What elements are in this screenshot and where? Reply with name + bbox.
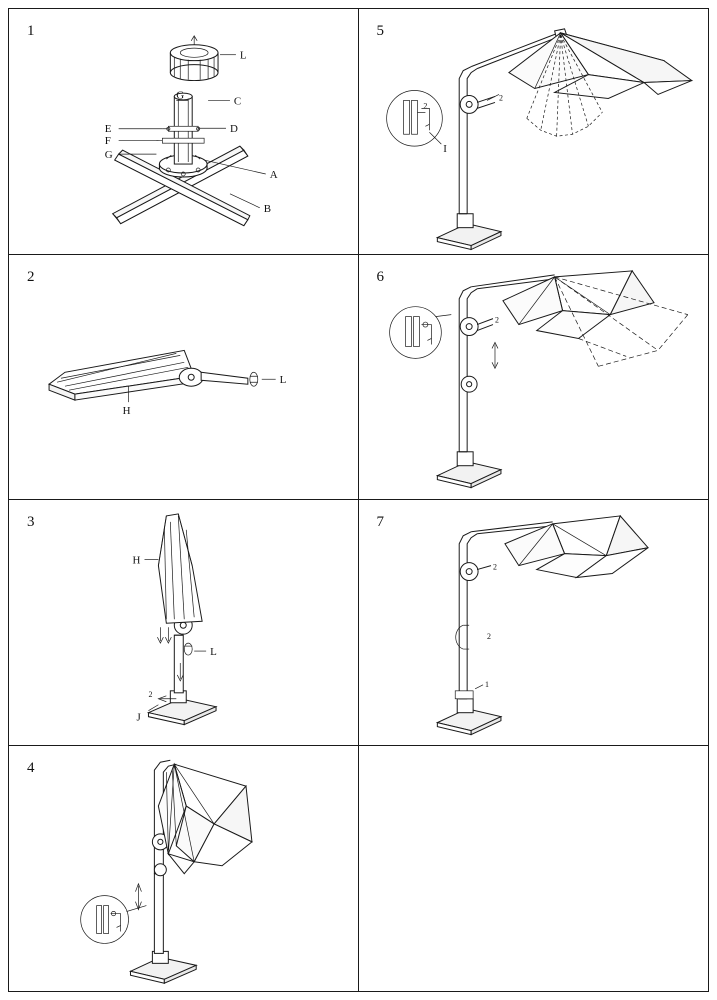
panel-1-callout-L: L xyxy=(239,49,247,62)
panel-4-step-number: 4 xyxy=(27,759,35,776)
panel-3-illustration xyxy=(9,500,358,745)
panel-1-illustration xyxy=(9,9,358,254)
panel-4 xyxy=(9,746,359,992)
panel-6-callout-2: 2 xyxy=(494,315,499,325)
panel-3-callout-L: L xyxy=(210,646,217,659)
panel-7-callout-2b: 2 xyxy=(486,632,491,642)
panel-5-callout-I: I xyxy=(442,143,447,156)
panel-1-callout-D: D xyxy=(229,123,238,136)
panel-3-step-number: 3 xyxy=(27,514,35,530)
panel-3-callout-J: J xyxy=(136,711,141,724)
panel-5-callout-2: 2 xyxy=(498,93,503,103)
panel-6 xyxy=(359,255,709,501)
panel-2-step-number: 2 xyxy=(27,268,35,285)
panel-1-callout-B: B xyxy=(263,202,272,215)
panel-1 xyxy=(9,9,359,255)
panel-1-callout-E: E xyxy=(104,123,112,136)
panel-3-callout-H: H xyxy=(132,554,141,567)
panel-1-callout-C: C xyxy=(233,95,242,108)
panel-7-step-number: 7 xyxy=(376,514,384,530)
panel-5-step-number: 5 xyxy=(376,23,384,39)
panel-7 xyxy=(359,500,709,746)
panel-4-illustration xyxy=(9,746,358,992)
panel-7-callout-2a: 2 xyxy=(492,562,497,572)
panel-2 xyxy=(9,255,359,501)
panel-5-callout-detail-2: 2 xyxy=(422,101,427,111)
panel-5-illustration xyxy=(359,9,709,254)
panel-3 xyxy=(9,500,359,746)
panel-7-callout-1: 1 xyxy=(484,679,489,689)
panel-7-illustration xyxy=(359,500,709,745)
panel-grid xyxy=(8,8,709,992)
panel-1-callout-F: F xyxy=(104,135,111,148)
panel-6-step-number: 6 xyxy=(376,268,384,285)
panel-1-callout-G1: G xyxy=(176,89,185,102)
panel-2-callout-L: L xyxy=(279,373,287,386)
panel-3-callout-2: 2 xyxy=(148,689,153,699)
panel-1-callout-G2: G xyxy=(104,149,113,162)
panel-2-callout-H: H xyxy=(122,404,131,417)
panel-5 xyxy=(359,9,709,255)
panel-8-empty xyxy=(359,746,709,992)
panel-6-illustration xyxy=(359,255,709,500)
panel-1-step-number: 1 xyxy=(27,23,35,39)
panel-1-callout-A: A xyxy=(269,168,278,181)
panel-2-illustration xyxy=(9,255,358,500)
